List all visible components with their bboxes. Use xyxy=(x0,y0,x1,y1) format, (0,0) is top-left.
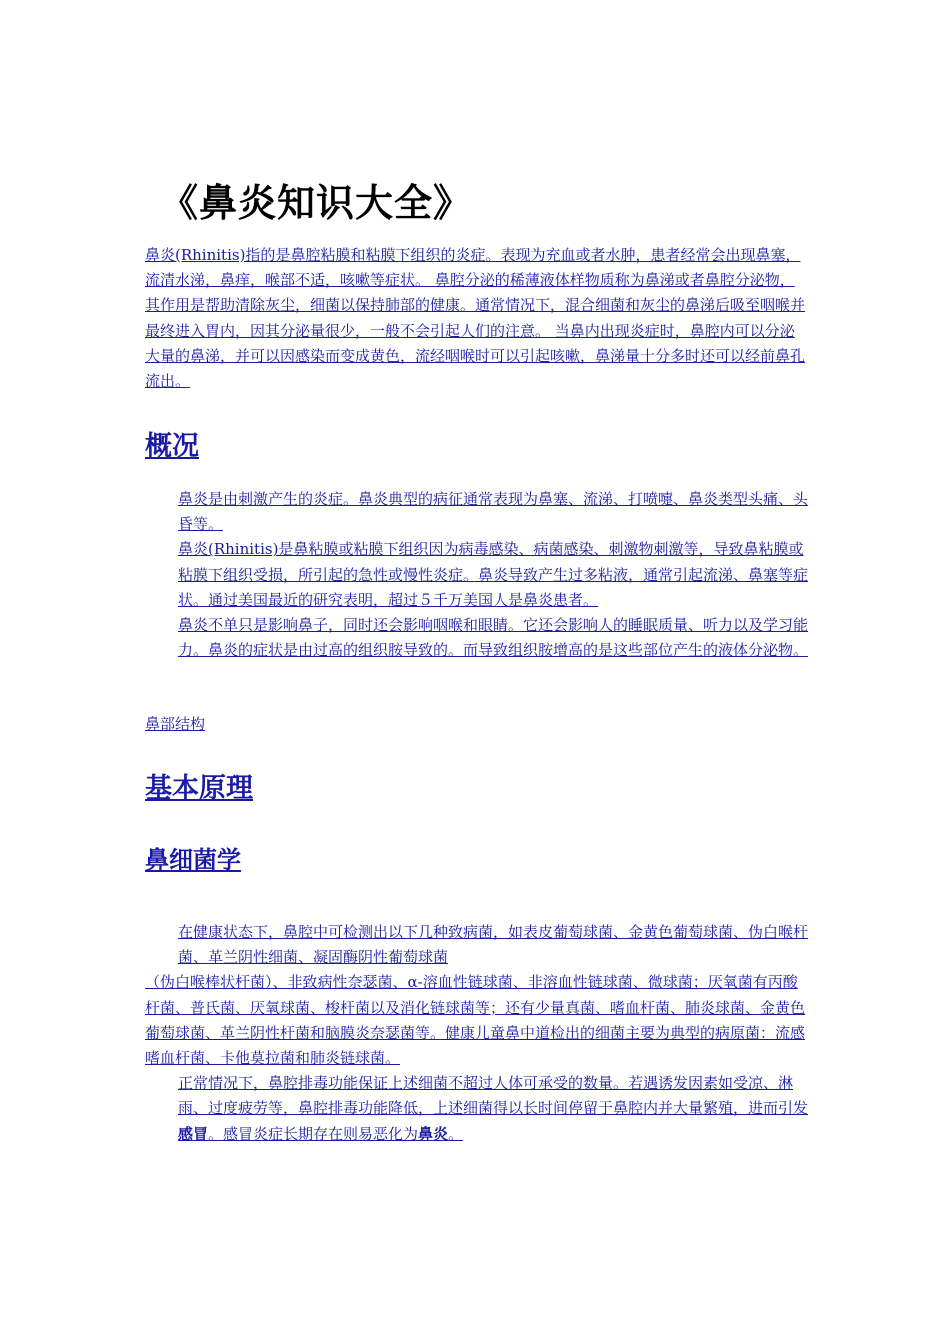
intro-text: 鼻炎(Rhinitis)指的是鼻腔粘膜和粘膜下组织的炎症。表现为充血或者水肿，患者经常会出现鼻塞，流清水涕，鼻痒，喉部不适，咳嗽等症状。 鼻腔分泌的稀薄液体样物质称为鼻涕或者鼻腔分泌物，其作用是帮助清除灰尘，细菌以保持肺部的健康。通常情况下，混合细菌和灰尘的鼻涕后吸至咽喉并最终进入胃内，因其分泌量很少，一般不会引起人们的注意。 当鼻内出现炎症时，鼻腔内可以分泌大量的鼻涕，并可以因感染而变成黄色，流经咽喉时可以引起咳嗽，鼻涕量十分多时还可以经前鼻孔流出。 xyxy=(145,246,806,391)
document-title: 《鼻炎知识大全》 xyxy=(160,181,473,225)
overview-body[interactable] xyxy=(145,487,809,663)
bacteriology-paragraph-1-line1: 在健康状态下，鼻腔中可检测出以下几种致病菌，如表皮葡萄球菌、金黄色葡萄球菌、伪白喉杆菌、革兰阴性细菌、凝固酶阴性葡萄球菌 xyxy=(178,923,809,967)
heading-principle[interactable]: 基本原理 xyxy=(145,773,253,804)
bacteriology-paragraph-1-rest: （伪白喉棒状杆菌）、非致病性奈瑟菌、α-溶血性链球菌、非溶血性链球菌、微球菌；厌氧菌有丙酸杆菌、普氏菌、厌氧球菌、梭杆菌以及消化链球菌等；还有少量真菌、嗜血杆菌、肺炎球菌、金黄色葡萄球菌、革兰阴性杆菌和脑膜炎奈瑟菌等。健康儿童鼻中道检出的细菌主要为典型的病原菌：流感嗜血杆菌、卡他莫拉菌和肺炎链球菌。 xyxy=(145,973,806,1068)
heading-bacteriology[interactable]: 鼻细菌学 xyxy=(145,846,241,874)
rhinitis-link[interactable]: 鼻炎 xyxy=(418,1124,449,1143)
p2-text-3: 。 xyxy=(448,1124,464,1143)
cold-link[interactable]: 感冒 xyxy=(178,1124,209,1143)
p2-text-1: 正常情况下，鼻腔排毒功能保证上述细菌不超过人体可承受的数量。若遇诱发因素如受凉、淋雨、过度疲劳等，鼻腔排毒功能降低，上述细菌得以长时间停留于鼻腔内并大量繁殖，进而引发 xyxy=(178,1074,809,1118)
p2-text-2: 。感冒炎症长期存在则易恶化为 xyxy=(208,1124,419,1143)
overview-paragraph-1: 鼻炎是由刺激产生的炎症。鼻炎典型的病征通常表现为鼻塞、流涕、打喷嚏、鼻炎类型头痛、头昏等。 xyxy=(178,490,809,534)
bacteriology-paragraph-2 xyxy=(145,1071,809,1147)
overview-paragraph-3: 鼻炎不单只是影响鼻子，同时还会影响咽喉和眼睛。它还会影响人的睡眠质量、听力以及学习能力。鼻炎的症状是由过高的组织胺导致的。而导致组织胺增高的是这些部位产生的液体分泌物。 xyxy=(178,616,809,660)
nose-structure-link[interactable]: 鼻部结构 xyxy=(145,715,206,733)
bacteriology-body[interactable] xyxy=(145,920,809,1147)
overview-paragraph-2: 鼻炎(Rhinitis)是鼻粘膜或粘膜下组织因为病毒感染、病菌感染、刺激物刺激等，导致鼻粘膜或粘膜下组织受损，所引起的急性或慢性炎症。鼻炎导致产生过多粘液，通常引起流涕、鼻塞等症状。通过美国最近的研究表明，超过５千万美国人是鼻炎患者。 xyxy=(178,540,809,609)
heading-overview[interactable]: 概况 xyxy=(145,431,199,462)
intro-paragraph[interactable] xyxy=(145,243,809,394)
